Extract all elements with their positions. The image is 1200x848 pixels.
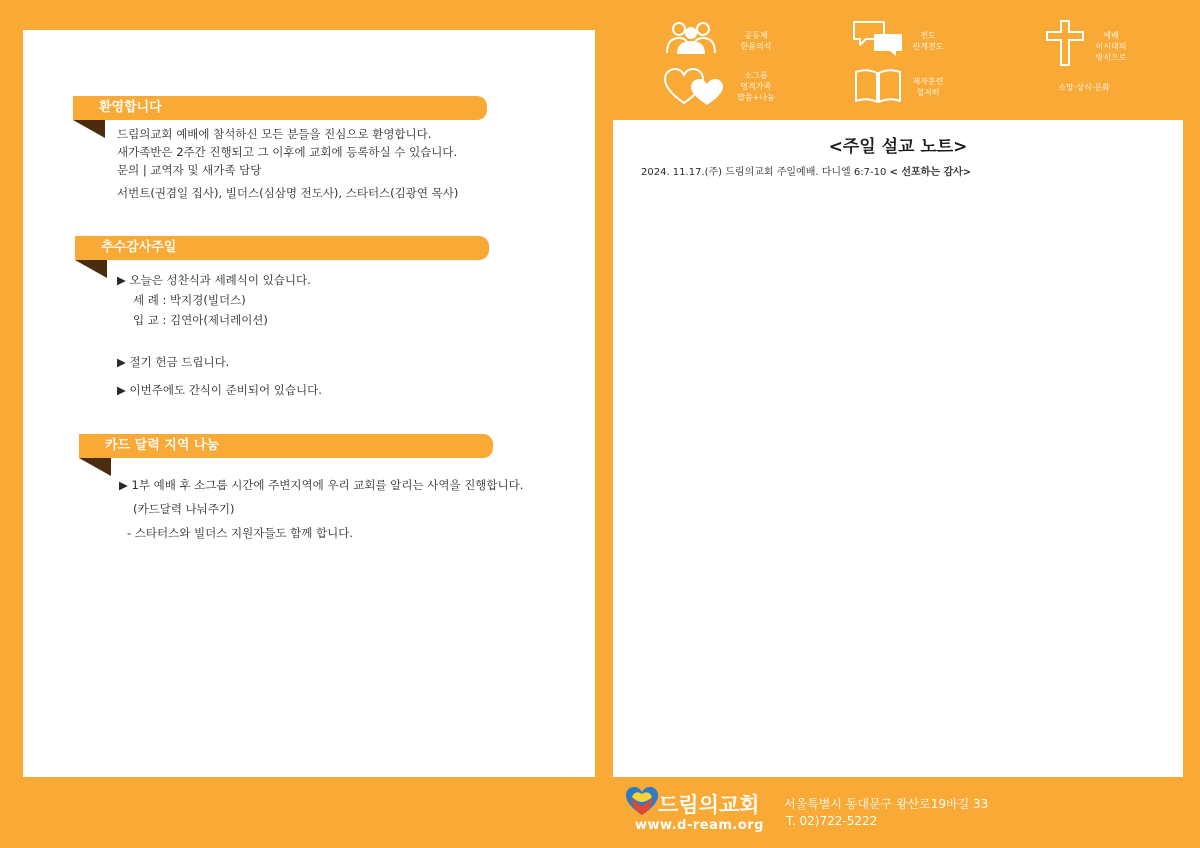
value-worship: 예배 이시대의 방식으로	[1095, 31, 1127, 62]
card-share-title: 카드 달력 지역 나눔	[105, 438, 220, 453]
sermon-date-scripture: 2024. 11.17.(주) 드림의교회 주일예배. 다니엘 6:7-10	[641, 167, 890, 178]
sermon-theme: < 선포하는 감사>	[889, 167, 972, 178]
card-share-banner-fold	[79, 458, 111, 476]
card-share-line: - 스타터스와 빌더스 지원자들도 함께 합니다.	[127, 526, 354, 540]
value-hope-culture: 소망·상식·문화	[1058, 83, 1110, 92]
church-logo-icon	[625, 786, 659, 820]
thanksgiving-item: ▶ 오늘은 성찬식과 세례식이 있습니다.	[117, 273, 311, 287]
value-evangelism: 전도 관계전도	[912, 31, 944, 51]
welcome-line: 서번트(권겸일 집사), 빌더스(심삼명 전도사), 스타터스(김광연 목사)	[117, 186, 459, 200]
people-icon	[665, 20, 717, 60]
thanksgiving-item: ▶ 절기 헌금 드립니다.	[117, 355, 230, 369]
church-address: 서울특별시 동대문구 왕산로19바길 33	[784, 797, 989, 811]
value-discipleship: 제자훈련 철저히	[912, 77, 944, 97]
sermon-notes-panel	[613, 120, 1183, 777]
welcome-title: 환영합니다	[99, 100, 162, 115]
welcome-text	[117, 125, 458, 202]
value-community: 공동체 한몸의식	[740, 31, 772, 51]
value-small-group: 소그룹 영적가족 말씀+나눔	[737, 71, 775, 102]
welcome-line: 문의 | 교역자 및 새가족 담당	[117, 163, 262, 177]
baptism-line: 세 례 : 박지경(빌더스)	[133, 293, 246, 307]
thanksgiving-text	[117, 271, 322, 399]
hearts-icon	[664, 68, 724, 110]
thanksgiving-banner	[75, 236, 489, 260]
card-share-line: (카드달력 나눠주기)	[133, 502, 235, 516]
card-share-line: ▶ 1부 예배 후 소그룹 시간에 주변지역에 우리 교회를 알리는 사역을 진행합니다.	[119, 478, 524, 492]
sermon-title: <주일 설교 노트>	[828, 137, 968, 157]
welcome-banner	[73, 96, 487, 120]
card-share-text	[119, 476, 523, 542]
thanksgiving-item: ▶ 이번주에도 간식이 준비되어 있습니다.	[117, 383, 322, 397]
thanksgiving-banner-fold	[75, 260, 107, 278]
confirmation-line: 입 교 : 김연아(제너레이션)	[133, 313, 268, 327]
church-name: 드림의교회	[658, 793, 760, 817]
welcome-line: 드림의교회 예배에 참석하신 모든 분들을 진심으로 환영합니다.	[117, 127, 432, 141]
card-share-banner	[79, 434, 493, 458]
thanksgiving-title: 추수감사주일	[101, 240, 177, 255]
sermon-meta	[641, 163, 971, 178]
church-url[interactable]: www.d-ream.org	[635, 818, 764, 833]
church-contact	[784, 796, 988, 830]
church-phone: T. 02)722-5222	[786, 814, 878, 828]
welcome-banner-fold	[73, 120, 105, 138]
welcome-line: 새가족반은 2주간 진행되고 그 이후에 교회에 등록하실 수 있습니다.	[117, 145, 458, 159]
